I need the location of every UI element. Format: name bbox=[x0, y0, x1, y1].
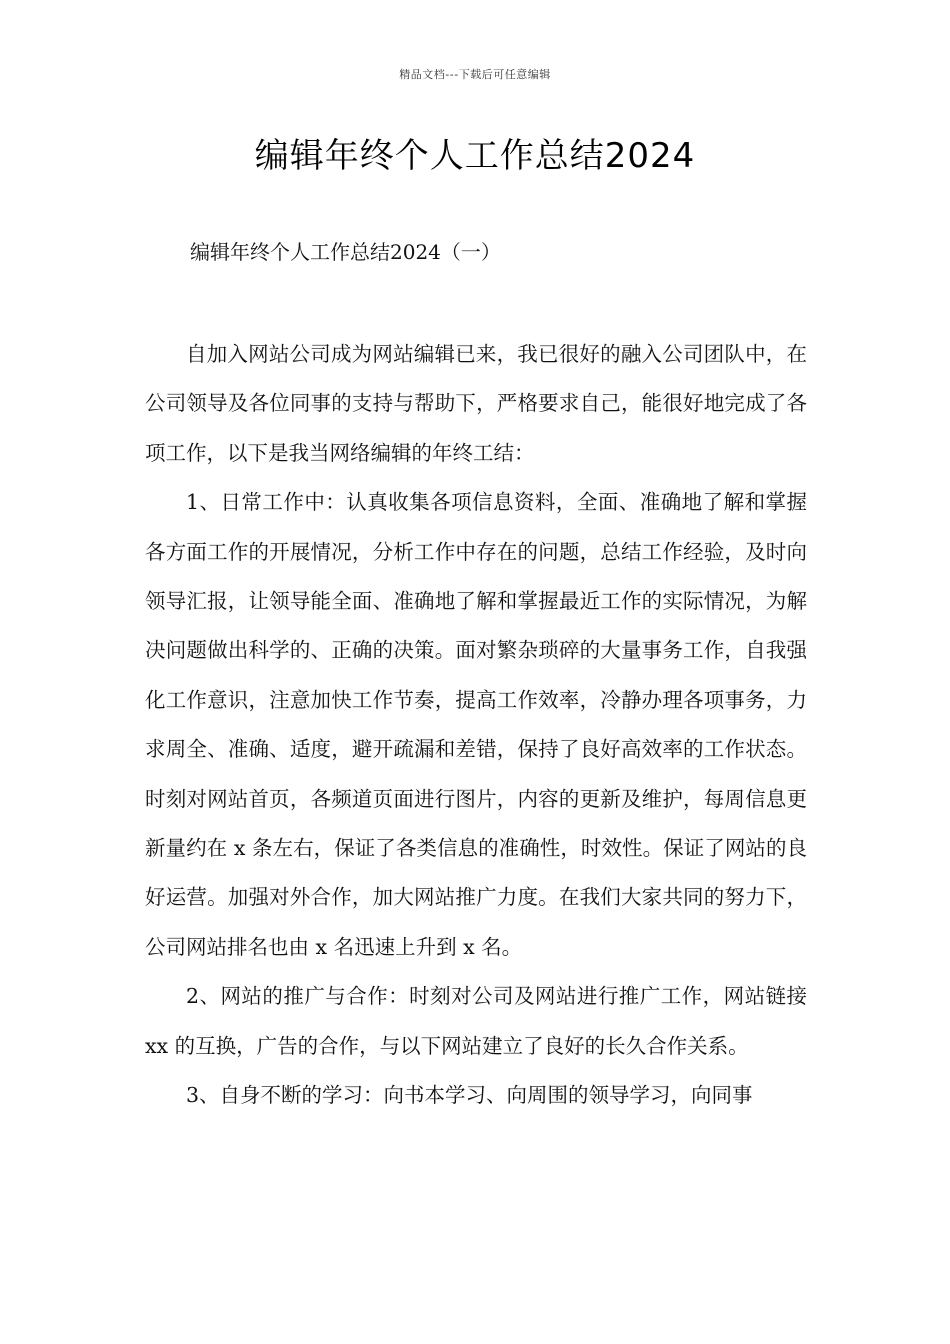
paragraph-daily-work: 1、日常工作中：认真收集各项信息资料，全面、准确地了解和掌握各方面工作的开展情况，分析工作中存在的问题，总结工作经验，及时向领导汇报，让领导能全面、准确地了解和掌握最近工作的实际情况，为解决问题做出科学的、正确的决策。面对繁杂琐碎的大量事务工作，自我强化工作意识，注意加快工作节奏，提高工作效率，冷静办理各项事务，力求周全、准确、适度，避开疏漏和差错，保持了良好高效率的工作状态。时刻对网站首页，各频道页面进行图片，内容的更新及维护，每周信息更新量约在 x 条左右，保证了各类信息的准确性，时效性。保证了网站的良好运营。加强对外合作，加大网站推广力度。在我们大家共同的努力下，公司网站排名也由 x 名迅速上升到 x 名。 bbox=[145, 490, 807, 959]
document-body bbox=[145, 330, 807, 1121]
paragraph-promotion: 2、网站的推广与合作：时刻对公司及网站进行推广工作，网站链接 xx 的互换，广告的合作，与以下网站建立了良好的长久合作关系。 bbox=[145, 984, 807, 1058]
document-title: 编辑年终个人工作总结2024 bbox=[254, 136, 696, 176]
document-subtitle: 编辑年终个人工作总结2024（一） bbox=[190, 240, 501, 264]
paragraph-learning: 3、自身不断的学习：向书本学习、向周围的领导学习，向同事 bbox=[186, 1083, 753, 1108]
header-note: 精品文档---下载后可任意编辑 bbox=[399, 68, 551, 81]
paragraph-intro: 自加入网站公司成为网站编辑已来，我已很好的融入公司团队中，在公司领导及各位同事的支持与帮助下，严格要求自己，能很好地完成了各项工作，以下是我当网络编辑的年终工结： bbox=[145, 342, 807, 465]
